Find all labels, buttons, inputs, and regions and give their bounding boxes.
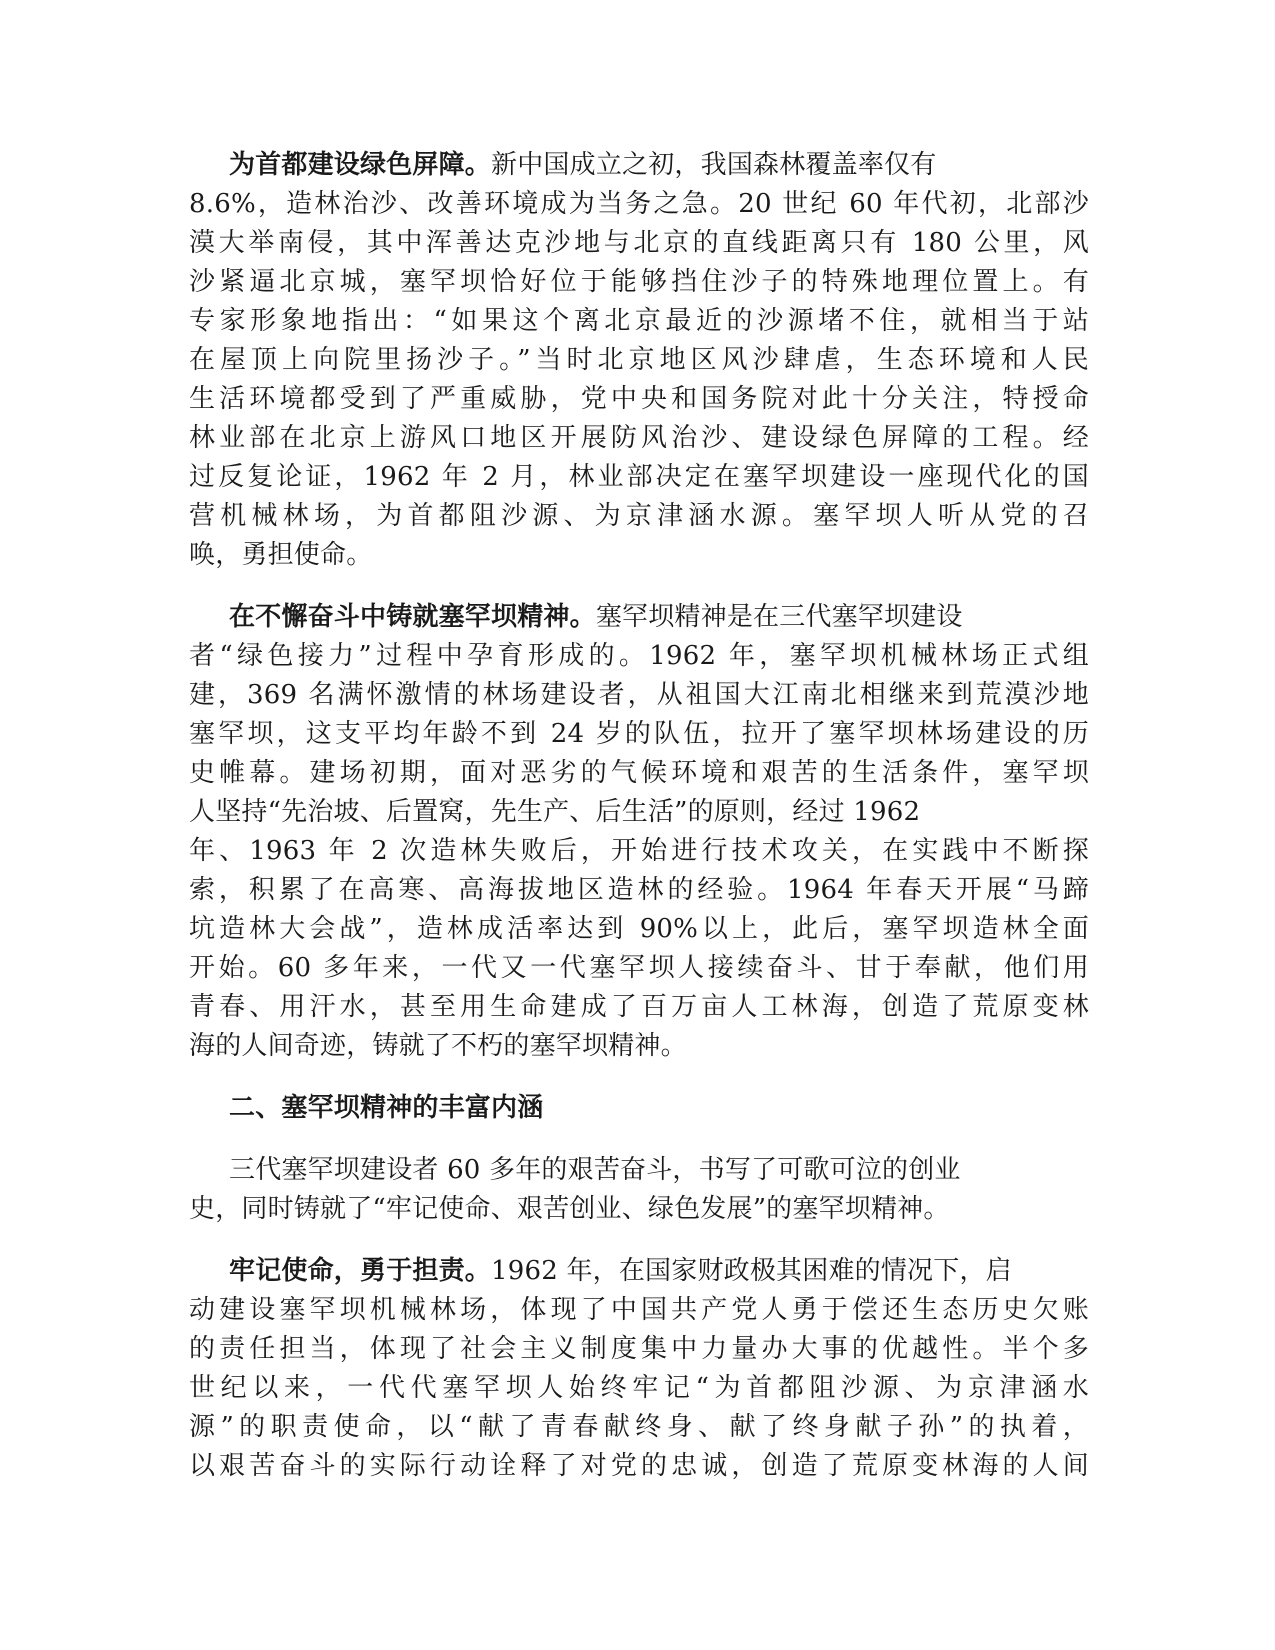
paragraph-line: 建，369 名满怀激情的林场建设者，从祖国大江南北相继来到荒漠沙地 xyxy=(189,680,1089,710)
paragraph-line: 动建设塞罕坝机械林场，体现了中国共产党人勇于偿还生态历史欠账 xyxy=(189,1295,1089,1325)
paragraph-lead: 牢记使命，勇于担责。 xyxy=(229,1256,492,1286)
paragraph-line: 的责任担当，体现了社会主义制度集中力量办大事的优越性。半个多 xyxy=(189,1334,1089,1364)
paragraph-line: 世纪以来，一代代塞罕坝人始终牢记“为首都阻沙源、为京津涵水 xyxy=(189,1373,1089,1403)
paragraph-line: 者“绿色接力”过程中孕育形成的。1962 年，塞罕坝机械林场正式组 xyxy=(189,641,1089,671)
paragraph-text: 1962 年，在国家财政极其困难的情况下，启 xyxy=(491,1256,1012,1286)
paragraph-line: 过反复论证，1962 年 2 月，林业部决定在塞罕坝建设一座现代化的国 xyxy=(189,462,1089,492)
paragraph-lead: 为首都建设绿色屏障。 xyxy=(229,150,492,180)
paragraph-line xyxy=(229,1251,1129,1291)
paragraph-line: 青春、用汗水，甚至用生命建成了百万亩人工林海，创造了荒原变林 xyxy=(189,992,1089,1022)
paragraph-line: 塞罕坝，这支平均年龄不到 24 岁的队伍，拉开了塞罕坝林场建设的历 xyxy=(189,719,1089,749)
paragraph-line: 开始。60 多年来，一代又一代塞罕坝人接续奋斗、甘于奉献，他们用 xyxy=(189,953,1089,983)
paragraph-line: 在屋顶上向院里扬沙子。”当时北京地区风沙肆虐，生态环境和人民 xyxy=(189,345,1089,375)
paragraph-line: 坑造林大会战”，造林成活率达到 90%以上，此后，塞罕坝造林全面 xyxy=(189,914,1089,944)
paragraph-line: 以艰苦奋斗的实际行动诠释了对党的忠诚，创造了荒原变林海的人间 xyxy=(189,1451,1089,1481)
paragraph-line: 索，积累了在高寒、高海拔地区造林的经验。1964 年春天开展“马蹄 xyxy=(189,875,1089,905)
paragraph-line: 三代塞罕坝建设者 60 多年的艰苦奋斗，书写了可歌可泣的创业 xyxy=(229,1155,961,1185)
paragraph-line: 唤，勇担使命。 xyxy=(189,540,373,570)
paragraph-line: 8.6%，造林治沙、改善环境成为当务之急。20 世纪 60 年代初，北部沙 xyxy=(189,189,1089,219)
paragraph-text: 塞罕坝精神是在三代塞罕坝建设 xyxy=(595,602,963,632)
section-heading: 二、塞罕坝精神的丰富内涵 xyxy=(229,1093,544,1123)
paragraph-line: 海的人间奇迹，铸就了不朽的塞罕坝精神。 xyxy=(189,1031,687,1061)
paragraph-line: 林业部在北京上游风口地区开展防风治沙、建设绿色屏障的工程。经 xyxy=(189,423,1089,453)
paragraph-text: 新中国成立之初，我国森林覆盖率仅有 xyxy=(491,150,937,180)
paragraph-line: 生活环境都受到了严重威胁，党中央和国务院对此十分关注，特授命 xyxy=(189,384,1089,414)
paragraph-line: 人坚持“先治坡、后置窝，先生产、后生活”的原则，经过 1962 xyxy=(189,797,921,827)
paragraph-line xyxy=(229,145,1129,185)
paragraph-line: 年、1963 年 2 次造林失败后，开始进行技术攻关，在实践中不断探 xyxy=(189,836,1089,866)
paragraph-line: 专家形象地指出：“如果这个离北京最近的沙源堵不住，就相当于站 xyxy=(189,306,1089,336)
paragraph-line: 漠大举南侵，其中浑善达克沙地与北京的直线距离只有 180 公里，风 xyxy=(189,228,1089,258)
paragraph-line: 沙紧逼北京城，塞罕坝恰好位于能够挡住沙子的特殊地理位置上。有 xyxy=(189,267,1089,297)
paragraph-line xyxy=(229,597,1129,637)
paragraph-line: 源”的职责使命，以“献了青春献终身、献了终身献子孙”的执着， xyxy=(189,1412,1089,1442)
paragraph-line: 史帷幕。建场初期，面对恶劣的气候环境和艰苦的生活条件，塞罕坝 xyxy=(189,758,1089,788)
paragraph-line: 营机械林场，为首都阻沙源、为京津涵水源。塞罕坝人听从党的召 xyxy=(189,501,1089,531)
paragraph-lead: 在不懈奋斗中铸就塞罕坝精神。 xyxy=(229,602,596,632)
paragraph-line: 史，同时铸就了“牢记使命、艰苦创业、绿色发展”的塞罕坝精神。 xyxy=(189,1194,950,1224)
